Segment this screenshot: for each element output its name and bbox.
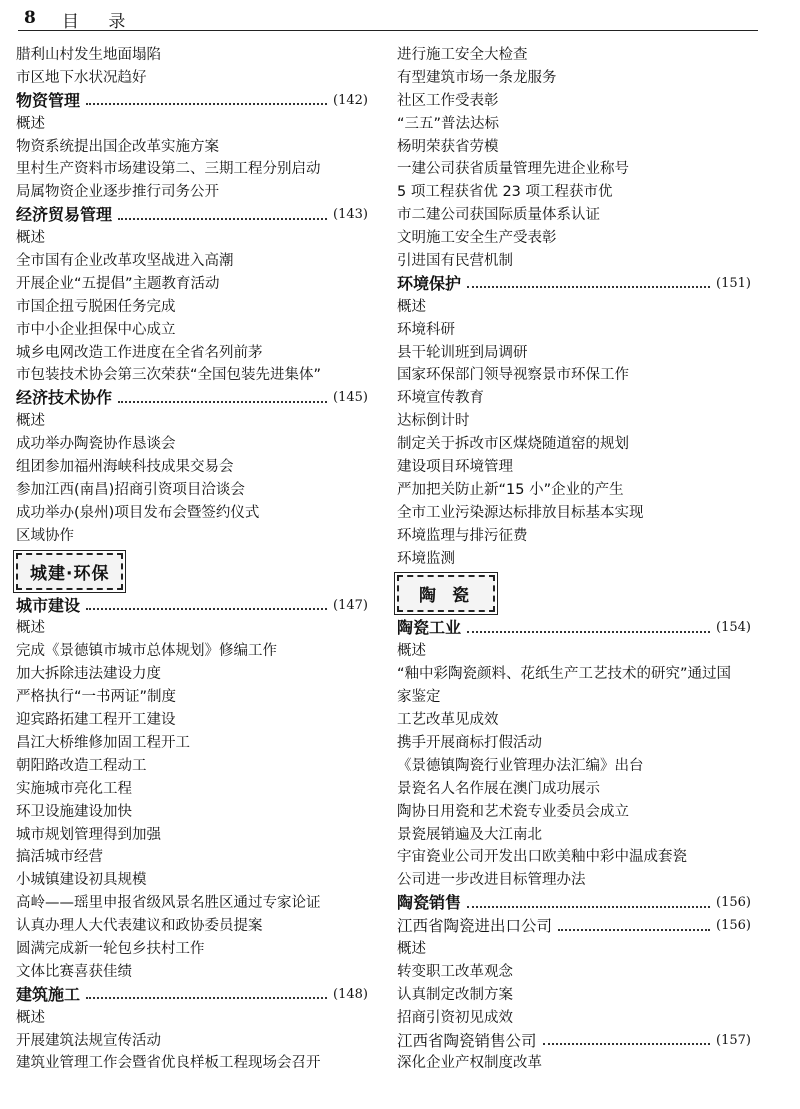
toc-entry-title: 环境保护 [397, 273, 462, 293]
toc-page-number: (143) [333, 207, 368, 223]
toc-entry-title: 陶瓷工业 [397, 618, 462, 638]
toc-entry-title: 经济贸易管理 [16, 205, 113, 225]
toc-entry-title: 成功举办(泉州)项目发布会暨签约仪式 [16, 504, 260, 521]
toc-entry-title: 昌江大桥维修加固工程开工 [16, 734, 190, 751]
toc-entry[interactable] [16, 136, 368, 159]
toc-entry[interactable] [16, 915, 368, 938]
toc-entry-title: 里村生产资料市场建设第二、三期工程分别启动 [16, 161, 321, 178]
toc-page-number: (148) [333, 986, 368, 1002]
toc-entry-title: 朝阳路改造工程动工 [16, 757, 147, 774]
dot-leader [467, 631, 710, 633]
toc-entry[interactable] [16, 113, 368, 136]
toc-entry[interactable] [16, 364, 368, 387]
toc-entry-title: 环境监理与排污征费 [397, 527, 528, 544]
toc-entry-title: 《景德镇陶瓷行业管理办法汇编》出台 [397, 757, 644, 774]
toc-entry-title: 环卫设施建设加快 [16, 803, 132, 820]
category-banner [397, 570, 751, 617]
toc-entry[interactable] [16, 342, 368, 365]
toc-entry[interactable] [397, 846, 751, 869]
toc-entry[interactable] [16, 456, 368, 479]
toc-entry[interactable] [397, 181, 751, 204]
toc-page-number: (156) [716, 895, 751, 911]
toc-entry[interactable] [397, 961, 751, 984]
toc-entry-title: 江西省陶瓷销售公司 [397, 1031, 537, 1050]
toc-entry-title: 城市规划管理得到加强 [16, 826, 161, 843]
toc-entry-title: 严加把关防止新“15 小”企业的产生 [397, 481, 624, 498]
toc-entry[interactable] [16, 961, 368, 984]
toc-entry-title: 国家环保部门领导视察景市环保工作 [397, 367, 629, 384]
toc-entry[interactable] [397, 456, 751, 479]
toc-entry-title: 全市工业污染源达标排放目标基本实现 [397, 504, 644, 521]
toc-entry[interactable] [16, 181, 368, 204]
toc-entry[interactable] [16, 319, 368, 342]
toc-entry-title: 区域协作 [16, 527, 74, 544]
toc-entry[interactable] [16, 846, 368, 869]
toc-section-heading[interactable] [397, 273, 751, 296]
category-banner [16, 548, 368, 595]
toc-entry-title: 概述 [16, 413, 45, 430]
toc-entry[interactable] [16, 433, 368, 456]
toc-entry[interactable] [397, 938, 751, 961]
toc-entry-title: 景瓷展销遍及大江南北 [397, 826, 542, 843]
toc-entry-title: 公司进一步改进目标管理办法 [397, 872, 586, 889]
toc-entry-title: 腊利山村发生地面塌陷 [16, 47, 161, 63]
toc-page-number: (151) [716, 275, 751, 291]
toc-entry-title: 陶瓷销售 [397, 893, 462, 913]
toc-entry-title: 环境宣传教育 [397, 390, 484, 407]
toc-entry[interactable] [16, 296, 368, 319]
toc-entry-title: 陶协日用瓷和艺术瓷专业委员会成立 [397, 803, 629, 820]
toc-entry[interactable] [16, 525, 368, 548]
toc-entry-title: 概述 [16, 230, 45, 247]
toc-entry-title: 物资系统提出国企改革实施方案 [16, 138, 219, 155]
toc-entry-title: 开展建筑法规宣传活动 [16, 1032, 161, 1049]
toc-entry[interactable] [397, 204, 751, 227]
toc-entry[interactable] [397, 479, 751, 502]
toc-entry[interactable] [397, 778, 751, 801]
toc-entry-title: 概述 [16, 620, 45, 637]
toc-left-column [16, 44, 368, 1075]
dot-leader [558, 929, 710, 931]
toc-section-heading[interactable] [397, 892, 751, 915]
toc-entry-title: 高岭——瑶里申报省级风景名胜区通过专家论证 [16, 895, 321, 912]
toc-entry-title: 实施城市亮化工程 [16, 780, 132, 797]
toc-entry[interactable] [16, 410, 368, 433]
toc-entry-title: 市中小企业担保中心成立 [16, 321, 176, 338]
toc-entry-title: 成功举办陶瓷协作恳谈会 [16, 436, 176, 453]
toc-entry-title: 建筑施工 [16, 984, 81, 1004]
toc-entry[interactable] [397, 67, 751, 90]
toc-entry-title: 参加江西(南昌)招商引资项目洽谈会 [16, 481, 245, 498]
toc-entry[interactable] [16, 709, 368, 732]
toc-entry[interactable] [397, 1007, 751, 1030]
dot-leader [543, 1043, 711, 1045]
page-number: 8 [24, 8, 36, 28]
toc-entry-title: 杨明荣获省劳模 [397, 138, 499, 155]
toc-entry-title: 宇宙瓷业公司开发出口欧美釉中彩中温成套瓷 [397, 849, 687, 866]
toc-page-number: (147) [333, 597, 368, 613]
toc-right-column [397, 44, 751, 1075]
toc-entry-title: 工艺改革见成效 [397, 712, 499, 729]
toc-entry[interactable] [16, 732, 368, 755]
toc-section-heading[interactable] [16, 204, 368, 227]
toc-entry-title: 社区工作受表彰 [397, 92, 499, 109]
toc-entry-title: 城乡电网改造工作进度在全省名列前茅 [16, 344, 263, 361]
toc-page-number: (142) [333, 92, 368, 108]
toc-entry[interactable] [397, 801, 751, 824]
toc-entry-title: 组团参加福州海峡科技成果交易会 [16, 459, 234, 476]
toc-entry-title: 概述 [397, 643, 426, 660]
toc-entry-title: 市包装技术协会第三次荣获“全国包装先进集体” [16, 367, 322, 384]
toc-entry[interactable] [397, 342, 751, 365]
page-title: 目 录 [62, 12, 138, 32]
toc-entry-title: 概述 [397, 298, 426, 315]
toc-entry[interactable] [397, 227, 751, 250]
page-header [18, 4, 758, 31]
toc-entry-title: 概述 [397, 940, 426, 957]
toc-entry[interactable] [397, 732, 751, 755]
toc-entry-title: 搞活城市经营 [16, 849, 103, 866]
toc-entry[interactable] [397, 869, 751, 892]
toc-entry[interactable] [397, 410, 751, 433]
toc-entry[interactable] [16, 755, 368, 778]
toc-entry-title: 县干轮训班到局调研 [397, 344, 528, 361]
toc-entry[interactable] [397, 525, 751, 548]
toc-entry-title: 全市国有企业改革攻坚战进入高潮 [16, 253, 234, 270]
toc-entry[interactable] [397, 824, 751, 847]
toc-entry[interactable] [16, 824, 368, 847]
toc-entry-title: 市二建公司获国际质量体系认证 [397, 207, 600, 224]
toc-entry[interactable] [16, 158, 368, 181]
toc-entry[interactable] [397, 709, 751, 732]
toc-entry[interactable] [397, 433, 751, 456]
toc-entry-title: 小城镇建设初具规模 [16, 872, 147, 889]
toc-section-heading[interactable] [16, 90, 368, 113]
toc-entry[interactable] [397, 44, 751, 67]
category-banner-label: 陶瓷 [397, 575, 495, 612]
toc-entry[interactable] [397, 387, 751, 410]
dot-leader [86, 997, 327, 999]
toc-entry[interactable] [16, 640, 368, 663]
toc-entry[interactable] [397, 984, 751, 1007]
toc-entry-title: 认真制定改制方案 [397, 986, 513, 1003]
toc-entry-title: 进行施工安全大检查 [397, 47, 528, 63]
toc-entry-title: 圆满完成新一轮包乡扶村工作 [16, 940, 205, 957]
toc-entry-title: 转变职工改革观念 [397, 963, 513, 980]
toc-entry-title: 携手开展商标打假活动 [397, 734, 542, 751]
toc-entry[interactable] [397, 502, 751, 525]
toc-entry[interactable] [16, 801, 368, 824]
toc-entry-title: 文体比赛喜获佳绩 [16, 963, 132, 980]
toc-entry-title: 物资管理 [16, 90, 81, 110]
toc-entry-title: 景瓷名人名作展在澳门成功展示 [397, 780, 600, 797]
toc-entry[interactable] [16, 1030, 368, 1053]
toc-entry[interactable] [397, 640, 751, 663]
toc-entry[interactable] [397, 319, 751, 342]
toc-page-number: (145) [333, 390, 368, 406]
toc-entry-title: “釉中彩陶瓷颜料、花纸生产工艺技术的研究”通过国 [397, 666, 732, 683]
toc-subsection-heading[interactable] [397, 915, 751, 938]
dot-leader [86, 103, 327, 105]
toc-entry[interactable] [16, 686, 368, 709]
toc-entry-title: 认真办理人大代表建议和政协委员提案 [16, 918, 263, 935]
toc-entry[interactable] [397, 296, 751, 319]
toc-entry-title: 制定关于拆改市区煤烧随道窑的规划 [397, 436, 629, 453]
toc-entry-title: 达标倒计时 [397, 413, 470, 430]
toc-entry[interactable] [16, 1007, 368, 1030]
toc-entry[interactable] [397, 158, 751, 181]
toc-entry-title: 建设项目环境管理 [397, 459, 513, 476]
toc-entry[interactable] [397, 250, 751, 273]
toc-entry-title: “三五”普法达标 [397, 115, 500, 132]
toc-entry-title: 市区地下水状况趋好 [16, 69, 147, 86]
toc-entry-title: 市国企扭亏脱困任务完成 [16, 298, 176, 315]
toc-entry-title: 建筑业管理工作会暨省优良样板工程现场会召开 [16, 1055, 321, 1072]
toc-entry-title: 开展企业“五提倡”主题教育活动 [16, 275, 220, 292]
toc-section-heading[interactable] [16, 387, 368, 410]
toc-entry[interactable] [397, 663, 751, 686]
toc-entry-title: 文明施工安全生产受表彰 [397, 230, 557, 247]
toc-entry[interactable] [16, 227, 368, 250]
toc-entry[interactable] [16, 617, 368, 640]
toc-page-number: (157) [716, 1032, 751, 1048]
toc-entry-title: 迎宾路拓建工程开工建设 [16, 712, 176, 729]
toc-entry-title: 环境监测 [397, 550, 455, 567]
toc-section-heading[interactable] [16, 984, 368, 1007]
toc-entry[interactable] [16, 938, 368, 961]
toc-entry-title: 严格执行“一书两证”制度 [16, 689, 177, 706]
toc-entry[interactable] [16, 869, 368, 892]
toc-section-heading[interactable] [16, 595, 368, 618]
dot-leader [118, 401, 327, 403]
toc-entry[interactable] [16, 663, 368, 686]
toc-page-number: (154) [716, 620, 751, 636]
toc-entry-title: 家鉴定 [397, 689, 441, 706]
toc-entry[interactable] [16, 44, 368, 67]
toc-entry[interactable] [397, 755, 751, 778]
toc-entry[interactable] [397, 136, 751, 159]
toc-entry[interactable] [397, 113, 751, 136]
toc-entry[interactable] [16, 1052, 368, 1075]
toc-entry[interactable] [397, 90, 751, 113]
toc-entry[interactable] [397, 686, 751, 709]
toc-entry-title: 招商引资初见成效 [397, 1009, 513, 1026]
dot-leader [467, 906, 710, 908]
toc-entry-title: 完成《景德镇市城市总体规划》修编工作 [16, 643, 277, 660]
toc-entry[interactable] [397, 548, 751, 571]
toc-entry-title: 经济技术协作 [16, 388, 113, 408]
dot-leader [118, 218, 327, 220]
category-banner-label: 城建·环保 [16, 553, 123, 590]
toc-entry-title: 引进国有民营机制 [397, 253, 513, 270]
toc-entry-title: 江西省陶瓷进出口公司 [397, 917, 553, 936]
toc-entry[interactable] [16, 479, 368, 502]
toc-entry-title: 城市建设 [16, 595, 81, 615]
toc-entry-title: 一建公司获省质量管理先进企业称号 [397, 161, 629, 178]
toc-entry[interactable] [16, 250, 368, 273]
toc-page-number: (156) [716, 918, 751, 934]
dot-leader [86, 608, 327, 610]
toc-section-heading[interactable] [397, 617, 751, 640]
toc-entry[interactable] [16, 502, 368, 525]
toc-entry[interactable] [16, 67, 368, 90]
toc-entry[interactable] [16, 778, 368, 801]
toc-entry-title: 深化企业产权制度改革 [397, 1055, 542, 1072]
toc-entry-title: 环境科研 [397, 321, 455, 338]
toc-entry[interactable] [397, 364, 751, 387]
toc-entry-title: 概述 [16, 1009, 45, 1026]
toc-entry[interactable] [397, 1052, 751, 1075]
toc-entry[interactable] [16, 892, 368, 915]
toc-subsection-heading[interactable] [397, 1030, 751, 1053]
toc-entry-title: 加大拆除违法建设力度 [16, 666, 161, 683]
toc-entry-title: 概述 [16, 115, 45, 132]
toc-entry[interactable] [16, 273, 368, 296]
toc-entry-title: 有型建筑市场一条龙服务 [397, 69, 557, 86]
toc-entry-title: 局属物资企业逐步推行司务公开 [16, 184, 219, 201]
dot-leader [467, 286, 710, 288]
toc-entry-title: 5 项工程获省优 23 项工程获市优 [397, 184, 613, 201]
